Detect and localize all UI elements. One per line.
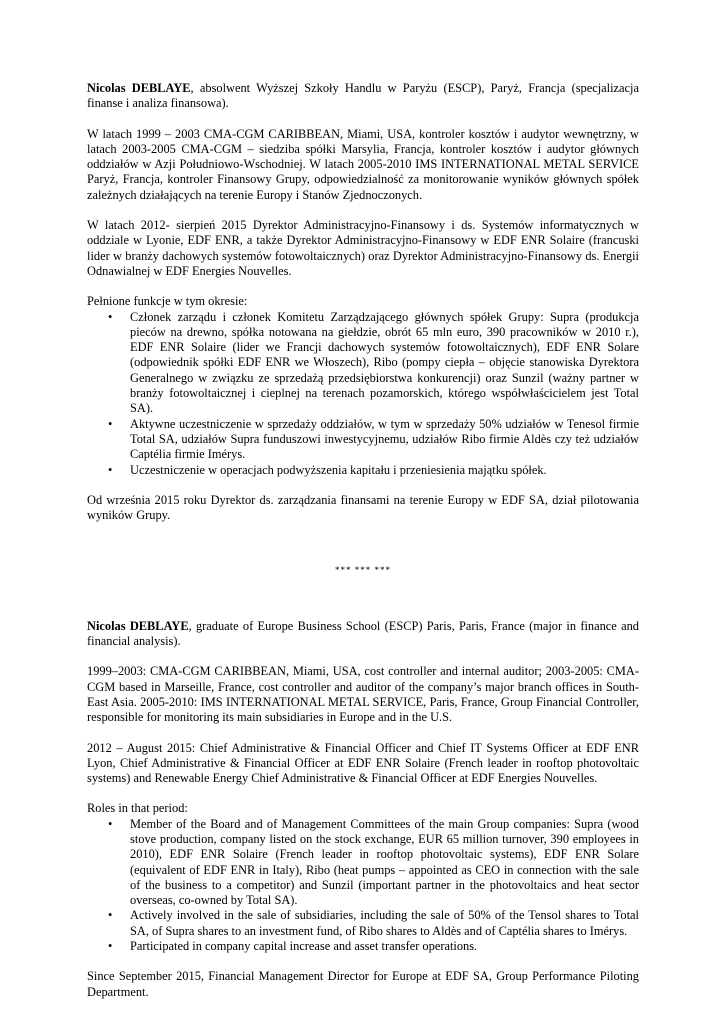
polish-career-paragraph-1: W latach 1999 – 2003 CMA-CGM CARIBBEAN, Miami, USA, kontroler kosztów i audytor wewnętrzny, w latach 2003-2005 CMA-CGM – siedziba spółki Marsylia, Francja, kontroler kosztów i audytor głównych oddziałów w Azji Południowo-Wschodniej. W latach 2005-2010 IMS INTERNATIONAL METAL SERVICE Paryż, Francja, kontroler Finansowy Grupy, odpowiedzialność za monitorowanie wyników głównych spółek zależnych działających na terenie Europy i Stanów Zjednoczonych. <box>87 126 639 202</box>
polish-career-paragraph-2: W latach 2012- sierpień 2015 Dyrektor Administracyjno-Finansowy i ds. Systemów informatycznych w oddziale w Lyonie, EDF ENR, a także Dyrektor Administracyjno-Finansowy w EDF ENR Solaire (francuski lider w branży dachowych systemów fotowoltaicznych) oraz Dyrektor Administracyjno-Finansowy ds. Energii Odnawialnej w EDF Energies Nouvelles. <box>87 218 639 278</box>
bullet-icon: • <box>108 908 113 923</box>
english-career-paragraph-1: 1999–2003: CMA-CGM CARIBBEAN, Miami, USA, cost controller and internal auditor; 2003-2005: CMA-CGM based in Marseille, France, cost controller and auditor of the company’s major branch offices in South-East Asia. 2005-2010: IMS INTERNATIONAL METAL SERVICE, Paris, France, Group Financial Controller, responsible for monitoring its main subsidiaries in Europe and in the U.S. <box>87 664 639 725</box>
english-intro-paragraph <box>87 619 639 650</box>
english-roles-list <box>87 817 639 955</box>
english-section <box>87 619 639 1000</box>
english-roles-heading: Roles in that period: <box>87 801 188 816</box>
polish-intro-paragraph <box>87 81 639 112</box>
document-page <box>87 81 639 1000</box>
section-separator: *** *** *** <box>335 565 391 576</box>
list-item-text: Członek zarządu i członek Komitetu Zarządzającego głównych spółek Grupy: Supra (produkcja pieców na drewno, spółka notowana na giełdzie, obrót 65 mln euro, 390 pracowników w 2010 r.), EDF ENR Solaire (lider we Francji dachowych systemów fotowoltaicznych), EDF ENR Solare (odpowiednik spółki EDF ENR we Włoszech), Ribo (pompy ciepła – objęcie stanowiska Dyrektora Generalnego w związku ze sprzedażą przedsiębiorstwa konkurencji) oraz Sunzil (ważny partner w branży fotowoltaicznej i cieplnej na terenach pozamorskich, którego współwłaścicielem jest Total SA). <box>130 309 639 416</box>
english-career-paragraph-2: 2012 – August 2015: Chief Administrative & Financial Officer and Chief IT Systems Officer at EDF ENR Lyon, Chief Administrative & Financial Officer at EDF ENR Solaire (French leader in rooftop photovoltaic systems) and Renewable Energy Chief Administrative & Financial Officer at EDF Energies Nouvelles. <box>87 740 639 786</box>
english-intro-text: , graduate of Europe Business School (ESCP) Paris, Paris, France (major in finance and financial analysis). <box>87 618 639 649</box>
polish-roles-heading: Pełnione funkcje w tym okresie: <box>87 294 248 309</box>
list-item <box>108 908 639 939</box>
list-item <box>108 416 639 463</box>
bullet-icon: • <box>108 939 113 954</box>
english-closing-paragraph: Since September 2015, Financial Management Director for Europe at EDF SA, Group Performance Piloting Department. <box>87 969 639 999</box>
polish-roles-list <box>87 310 639 478</box>
list-item-text: Participated in company capital increase and asset transfer operations. <box>130 939 478 954</box>
list-item-text: Aktywne uczestniczenie w sprzedaży oddziałów, w tym w sprzedaży 50% udziałów w Tenesol firmie Total SA, udziałów Supra funduszowi inwestycyjnemu, udziałów Ribo firmie Aldès czy też udziałów Captélia firmie Imérys. <box>130 416 639 462</box>
polish-closing-paragraph: Od września 2015 roku Dyrektor ds. zarządzania finansami na terenie Europy w EDF SA, dział pilotowania wyników Grupy. <box>87 492 639 523</box>
list-item-text: Member of the Board and of Management Committees of the main Group companies: Supra (wood stove production, company listed on the stock exchange, EUR 65 million turnover, 390 employees in 2010), EDF ENR Solaire (French leader in rooftop photovoltaic systems), EDF ENR Solare (equivalent of EDF ENR in Italy), Ribo (heat pumps – appointed as CEO in connection with the sale of the business to a competitor) and Sunzil (important partner in the photovoltaics and heat sector overseas, co-owned by Total SA). <box>130 816 639 908</box>
list-item <box>108 939 639 954</box>
list-item-text: Actively involved in the sale of subsidiaries, including the sale of 50% of the Tensol shares to Total SA, of Supra shares to an investment fund, of Ribo shares to Aldès and of Captélia shares to Imérys. <box>130 908 639 938</box>
list-item <box>108 309 639 417</box>
bullet-icon: • <box>108 309 113 324</box>
list-item <box>108 462 639 478</box>
polish-intro-name: Nicolas DEBLAYE <box>87 81 191 95</box>
english-intro-name: Nicolas DEBLAYE <box>87 618 189 633</box>
bullet-icon: • <box>108 816 113 831</box>
polish-intro-text: , absolwent Wyższej Szkoły Handlu w Paryżu (ESCP), Paryż, Francja (specjalizacja finanse i analiza finansowa). <box>87 81 639 111</box>
bullet-icon: • <box>108 462 113 477</box>
bullet-icon: • <box>108 416 113 431</box>
polish-section <box>87 81 639 523</box>
list-item-text: Uczestniczenie w operacjach podwyższenia kapitału i przeniesienia majątku spółek. <box>130 462 547 477</box>
list-item <box>108 816 639 909</box>
